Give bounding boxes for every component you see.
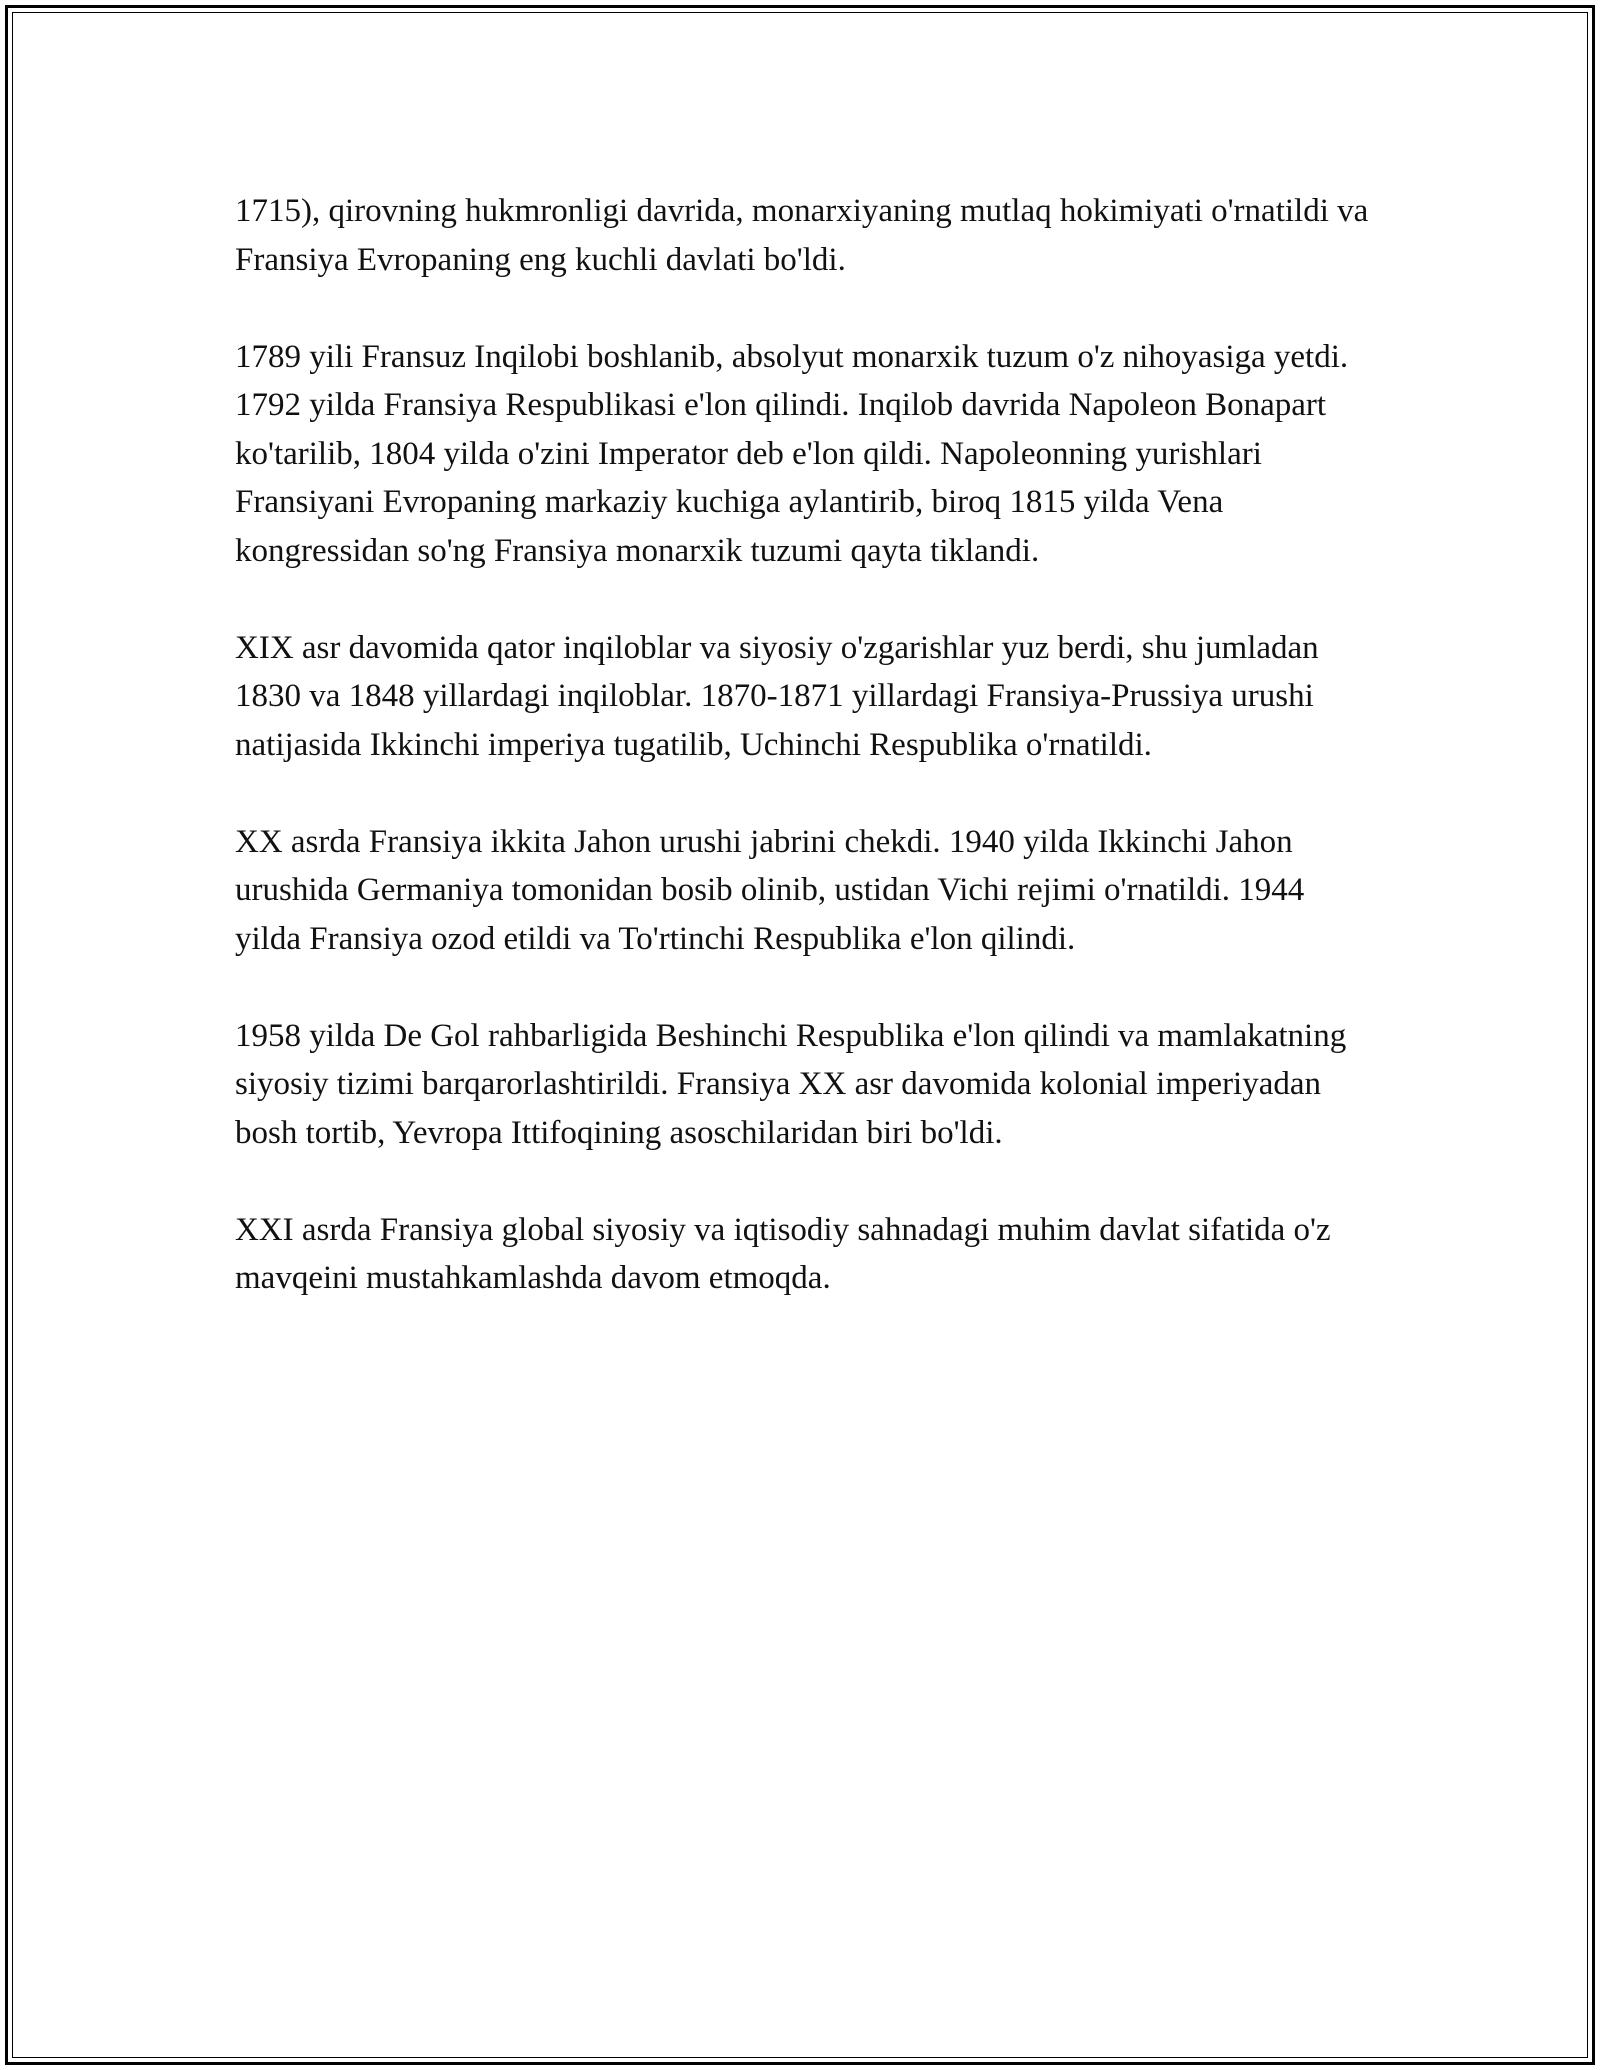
paragraph-nineteenth-century: XIX asr davomida qator inqiloblar va siyosiy o'zgarishlar yuz berdi, shu jumladan 1830 va 1848 yillardagi inqiloblar. 1870-1871 yillardagi Fransiya-Prussiya urushi natijasida Ikkinchi imperiya tugatilib, Uchinchi Respublika o'rnatildi. — [235, 629, 1319, 763]
paragraph-twenty-first-century: XXI asrda Fransiya global siyosiy va iqtisodiy sahnadagi muhim davlat sifatida o'z mavqeini mustahkamlashda davom etmoqda. — [235, 1211, 1331, 1296]
paragraph-fifth-republic: 1958 yilda De Gol rahbarligida Beshinchi Respublika e'lon qilindi va mamlakatning siyosiy tizimi barqarorlashtirildi. Fransiya XX asr davomida kolonial imperiyadan bosh tortib, Yevropa Ittifoqining asoschilaridan biri bo'ldi. — [235, 1017, 1347, 1151]
paragraph-french-revolution: 1789 yili Fransuz Inqilobi boshlanib, absolyut monarxik tuzum o'z nihoyasiga yetdi. 1792 yilda Fransiya Respublikasi e'lon qilindi. Inqilob davrida Napoleon Bonapart ko'tarilib, 1804 yilda o'zini Imperator deb e'lon qildi. Napoleonning yurishlari Fransiyani Evropaning markaziy kuchiga aylantirib, biroq 1815 yilda Vena kongressidan so'ng Fransiya monarxik tuzumi qayta tiklandi. — [235, 338, 1349, 569]
document-body — [235, 187, 1370, 1303]
paragraph-twentieth-century-wars: XX asrda Fransiya ikkita Jahon urushi jabrini chekdi. 1940 yilda Ikkinchi Jahon urushida Germaniya tomonidan bosib olinib, ustidan Vichi rejimi o'rnatildi. 1944 yilda Fransiya ozod etildi va To'rtinchi Respublika e'lon qilindi. — [235, 823, 1305, 957]
paragraph-louis-xiv-era: 1715), qirovning hukmronligi davrida, monarxiyaning mutlaq hokimiyati o'rnatildi va Fransiya Evropaning eng kuchli davlati bo'ldi. — [235, 193, 1369, 278]
